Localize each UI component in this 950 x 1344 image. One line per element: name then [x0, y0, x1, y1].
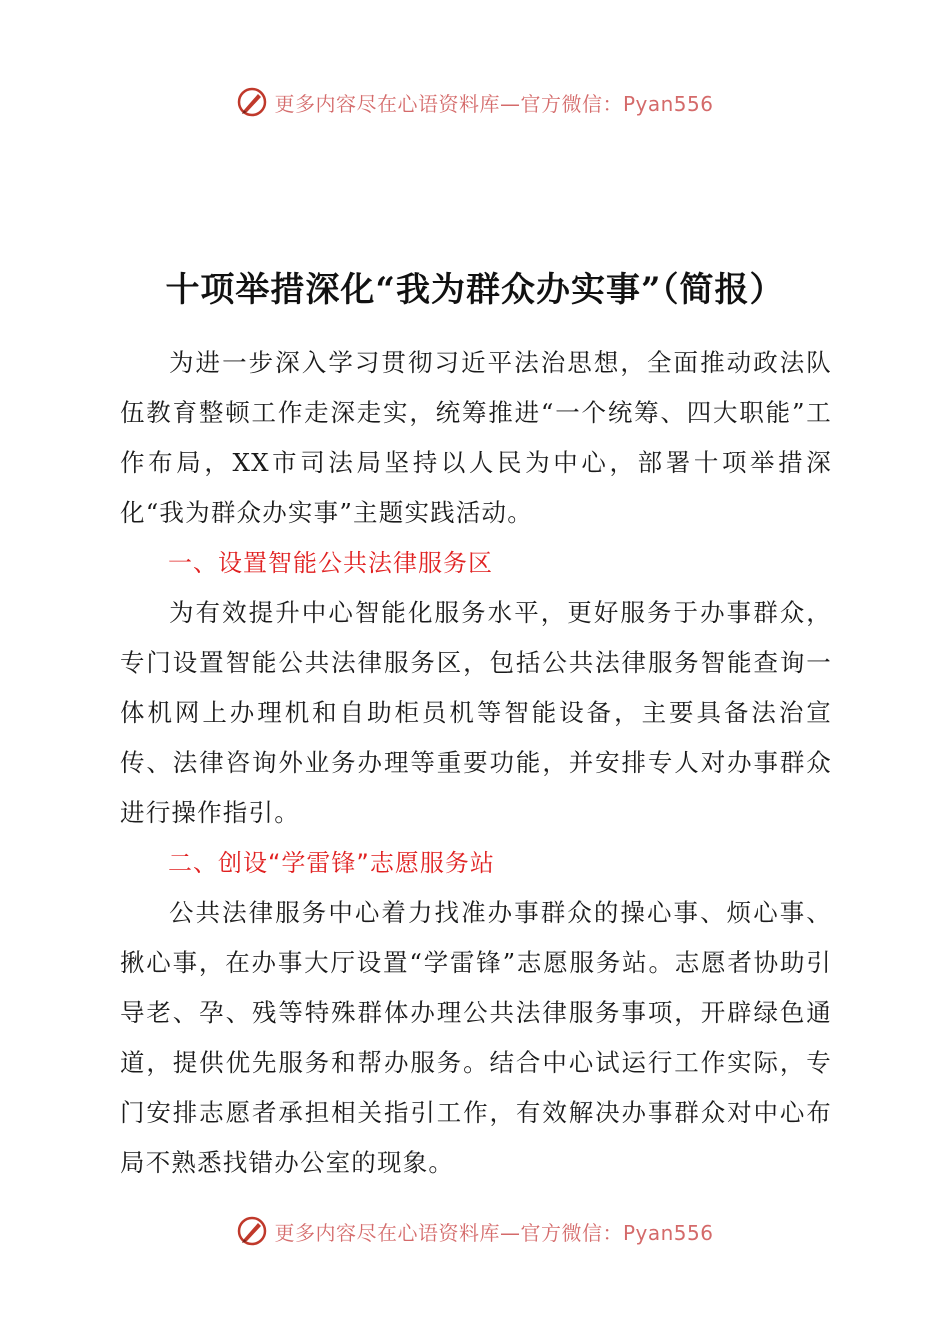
section-body-1: 为有效提升中心智能化服务水平，更好服务于办事群众，专门设置智能公共法律服务区，包括公共法律服务智能查询一体机网上办理机和自助柜员机等智能设备，主要具备法治宣传、法律咨询外业务办理等重要功能，并安排专人对办事群众进行操作指引。 — [120, 598, 832, 827]
intro-paragraph: 为进一步深入学习贯彻习近平法治思想，全面推动政法队伍教育整顿工作走深走实，统筹推进“一个统筹、四大职能”工作布局，XX市司法局坚持以人民为中心，部署十项举措深化“我为群众办实事”主题实践活动。 — [120, 348, 832, 527]
document-title: 十项举措深化“我为群众办实事”（简报） — [165, 270, 785, 310]
section-heading-1: 一、设置智能公共法律服务区 — [168, 549, 493, 577]
watermark-text-top: 更多内容尽在心语资料库—官方微信：Pyan556 — [274, 91, 714, 116]
document-body — [120, 338, 832, 1188]
watermark-banner-bottom — [0, 1211, 950, 1251]
section-body-2: 公共法律服务中心着力找准办事群众的操心事、烦心事、揪心事，在办事大厅设置“学雷锋”志愿服务站。志愿者协助引导老、孕、残等特殊群体办理公共法律服务事项，开辟绿色通道，提供优先服务和帮办服务。结合中心试运行工作实际，专门安排志愿者承担相关指引工作，有效解决办事群众对中心布局不熟悉找错办公室的现象。 — [120, 898, 832, 1177]
watermark-text-bottom: 更多内容尽在心语资料库—官方微信：Pyan556 — [274, 1220, 714, 1245]
pen-logo-icon — [236, 86, 268, 118]
watermark-banner-top — [0, 82, 950, 122]
section-heading-2: 二、创设“学雷锋”志愿服务站 — [168, 849, 495, 877]
pen-logo-icon — [236, 1215, 268, 1247]
